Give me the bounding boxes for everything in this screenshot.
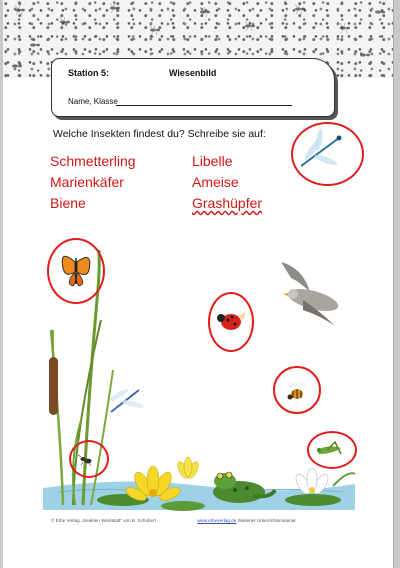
answer-grasshopper: Grashüpfer [192, 195, 263, 211]
dragonfly-highlight-circle [291, 122, 364, 186]
footer-note: Weiteres Unterrichtsmaterial [237, 518, 296, 523]
worksheet-page [3, 0, 394, 568]
answer-ant: Ameise [192, 174, 239, 190]
name-class-label: Name, Klasse [68, 97, 118, 106]
answer-ladybug: Marienkäfer [50, 174, 124, 190]
topic-title: Wiesenbild [169, 68, 217, 78]
ladybug-highlight-circle [208, 292, 254, 352]
bird-icon [281, 262, 340, 326]
bee-highlight-circle [273, 366, 321, 414]
answer-dragonfly: Libelle [192, 153, 233, 169]
answer-butterfly: Schmetterling [50, 153, 136, 169]
grasshopper-highlight-circle [307, 431, 357, 469]
dragonfly-small-icon [108, 387, 144, 412]
task-question: Welche Insekten findest du? Schreibe sie auf: [53, 128, 266, 140]
publisher-link[interactable]: www.erbeverlag.de [197, 518, 237, 523]
answer-bee: Biene [50, 195, 86, 211]
copyright-text: © Erbe Verlag „Insekten Werkstatt“ von B. Schubert [51, 518, 156, 523]
station-label: Station 5: [68, 68, 110, 78]
copyright-footer [51, 518, 351, 523]
butterfly-highlight-circle [47, 238, 105, 304]
ant-highlight-circle [69, 440, 109, 478]
